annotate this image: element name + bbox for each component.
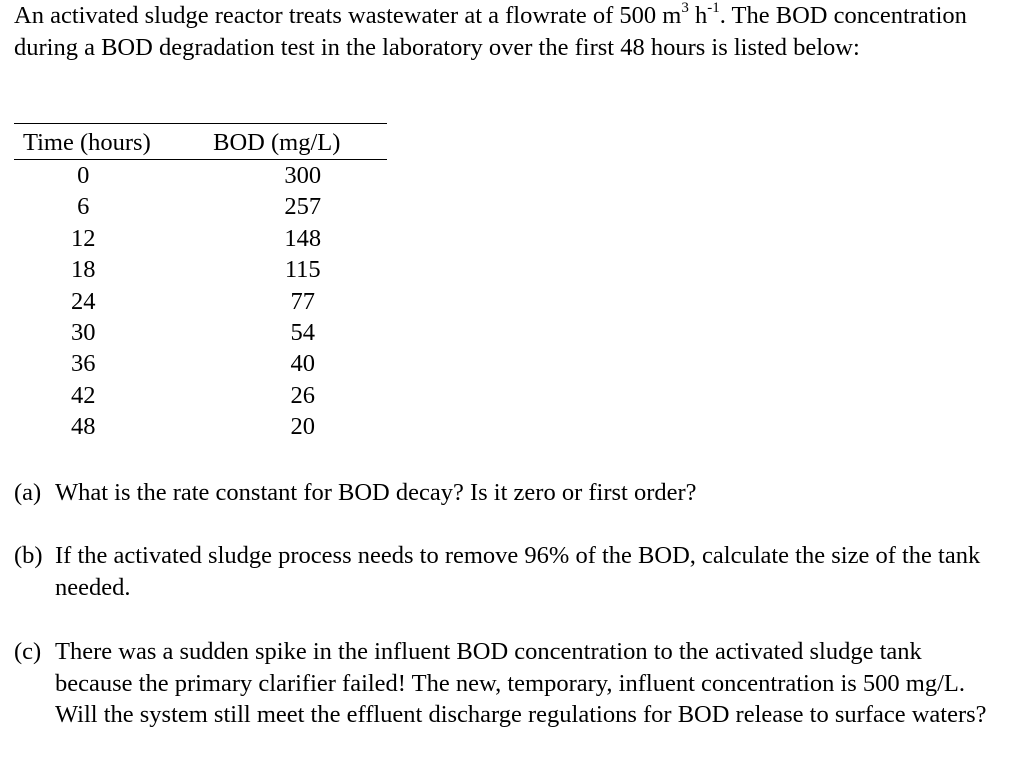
question-b-text: If the activated sludge process needs to remove 96% of the BOD, calculate the size of the tank needed. bbox=[55, 542, 981, 601]
question-c-text: There was a sudden spike in the influent BOD concentration to the activated sludge tank because the primary clarifier failed! The new, temporary, influent concentration is 500 mg/L. Will the system still meet the effluent discharge regulations for BOD release to surface waters? bbox=[55, 638, 987, 728]
intro-text-part2: h bbox=[688, 2, 708, 29]
question-a bbox=[14, 477, 1004, 509]
cell-bod: 26 bbox=[290, 381, 315, 409]
question-a-text: What is the rate constant for BOD decay? Is it zero or first order? bbox=[55, 479, 697, 506]
question-c-label: (c) bbox=[14, 638, 42, 665]
intro-text-part3: . The BOD concentration during a BOD degradation test in the laboratory over the first 48 hours is listed below: bbox=[14, 2, 967, 61]
bod-data-table bbox=[14, 123, 387, 443]
problem-statement bbox=[14, 0, 1004, 63]
cell-bod: 300 bbox=[284, 162, 322, 189]
table-row bbox=[14, 348, 387, 379]
cell-bod: 148 bbox=[284, 224, 322, 252]
table-row bbox=[14, 411, 387, 442]
cell-time: 0 bbox=[77, 162, 90, 189]
cell-time: 30 bbox=[71, 319, 96, 347]
header-bod: BOD (mg/L) bbox=[167, 124, 387, 160]
intro-superscript-neg1: -1 bbox=[707, 0, 720, 16]
cell-bod: 54 bbox=[290, 319, 315, 347]
header-time: Time (hours) bbox=[14, 124, 167, 160]
cell-time: 24 bbox=[71, 287, 96, 315]
cell-time: 42 bbox=[71, 381, 96, 409]
table-row bbox=[14, 223, 387, 254]
cell-bod: 115 bbox=[284, 256, 321, 284]
table-row bbox=[14, 191, 387, 222]
table-row bbox=[14, 160, 387, 192]
intro-superscript-3: 3 bbox=[681, 0, 689, 16]
cell-time: 12 bbox=[71, 224, 96, 252]
cell-bod: 40 bbox=[290, 350, 315, 378]
bod-data-table-container bbox=[14, 123, 387, 443]
cell-bod: 77 bbox=[290, 287, 315, 315]
question-b bbox=[14, 540, 1004, 603]
question-c bbox=[14, 636, 1004, 731]
cell-time: 36 bbox=[71, 350, 96, 378]
table-header-row bbox=[14, 124, 387, 160]
table-row bbox=[14, 254, 387, 285]
cell-time: 6 bbox=[77, 193, 90, 221]
intro-text-part1: An activated sludge reactor treats wastewater at a flowrate of 500 m bbox=[14, 2, 682, 29]
question-b-label: (b) bbox=[14, 542, 43, 569]
table-row bbox=[14, 317, 387, 348]
table-row bbox=[14, 286, 387, 317]
question-a-label: (a) bbox=[14, 479, 42, 506]
table-row bbox=[14, 380, 387, 411]
cell-time: 48 bbox=[71, 413, 96, 441]
cell-time: 18 bbox=[71, 256, 96, 284]
cell-bod: 257 bbox=[284, 193, 322, 221]
cell-bod: 20 bbox=[290, 413, 315, 441]
